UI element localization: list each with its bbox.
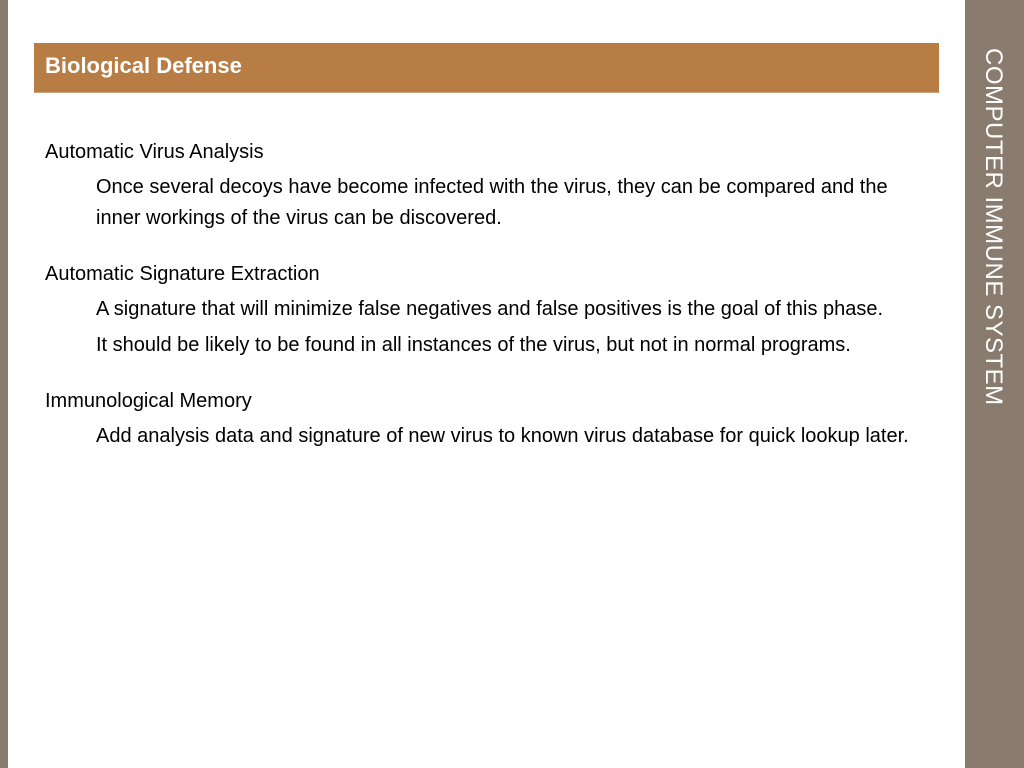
title-bar — [34, 43, 939, 93]
section-heading: Automatic Signature Extraction — [45, 263, 320, 285]
left-edge-bar — [0, 0, 8, 768]
side-title: COMPUTER IMMUNE SYSTEM — [980, 48, 1007, 406]
section-automatic-signature-extraction — [45, 260, 925, 361]
slide-title: Biological Defense — [45, 53, 242, 78]
section-heading: Automatic Virus Analysis — [45, 141, 264, 163]
section-automatic-virus-analysis — [45, 138, 925, 234]
slide-content — [45, 138, 925, 478]
section-paragraph: Add analysis data and signature of new virus to known virus database for quick lookup later. — [96, 425, 909, 447]
section-paragraph: A signature that will minimize false negatives and false positives is the goal of this phase. — [96, 298, 884, 320]
section-heading: Immunological Memory — [45, 390, 252, 412]
section-paragraph: Once several decoys have become infected with the virus, they can be compared and the inner workings of the virus can be discovered. — [96, 176, 888, 229]
section-immunological-memory — [45, 387, 925, 452]
section-paragraph: It should be likely to be found in all instances of the virus, but not in normal programs. — [96, 334, 851, 356]
